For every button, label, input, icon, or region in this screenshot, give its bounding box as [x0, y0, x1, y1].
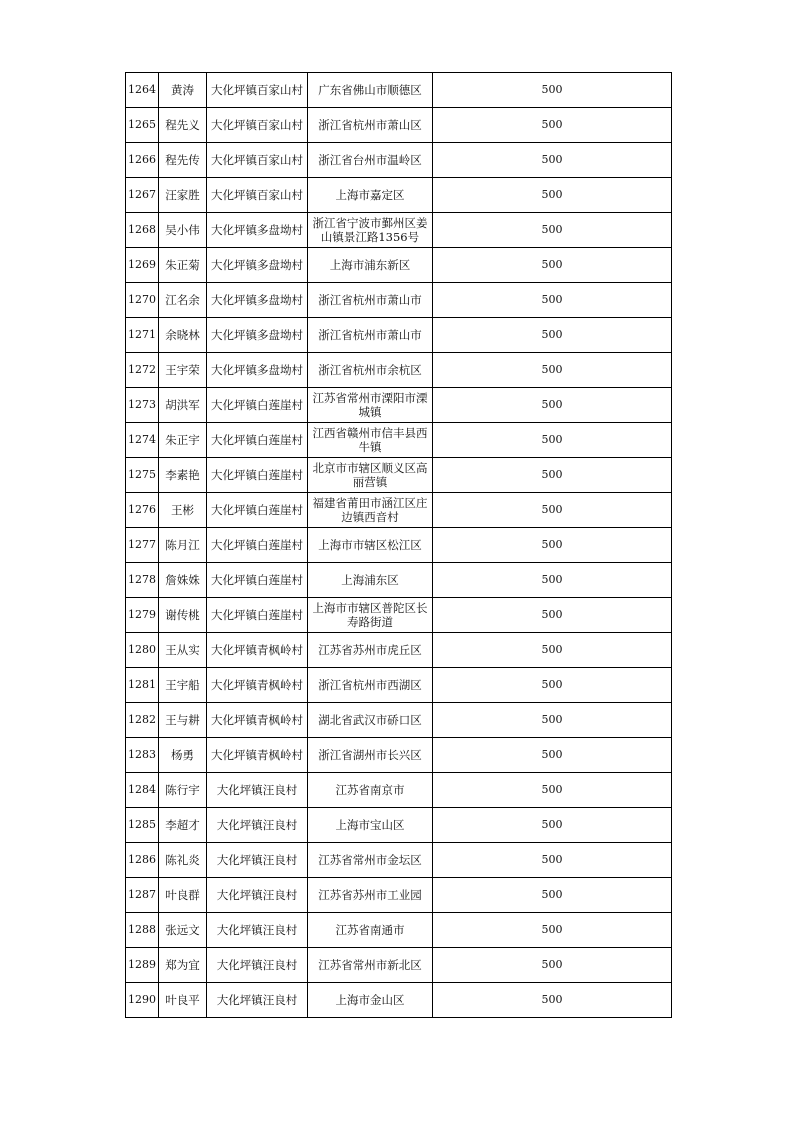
village-cell: 大化坪镇汪良村: [207, 983, 308, 1018]
address-cell: 上海市市辖区普陀区长寿路街道: [308, 598, 433, 633]
row-number-cell: 1267: [126, 178, 159, 213]
name-cell: 黄涛: [159, 73, 207, 108]
name-cell: 王彬: [159, 493, 207, 528]
table-row: [126, 843, 672, 878]
amount-cell: 500: [433, 108, 672, 143]
name-cell: 朱正宇: [159, 423, 207, 458]
amount-cell: 500: [433, 388, 672, 423]
amount-cell: 500: [433, 633, 672, 668]
village-cell: 大化坪镇青枫岭村: [207, 633, 308, 668]
amount-cell: 500: [433, 563, 672, 598]
table-row: [126, 493, 672, 528]
amount-cell: 500: [433, 248, 672, 283]
row-number-cell: 1265: [126, 108, 159, 143]
name-cell: 程先义: [159, 108, 207, 143]
table-row: [126, 913, 672, 948]
table-row: [126, 878, 672, 913]
address-cell: 浙江省杭州市余杭区: [308, 353, 433, 388]
address-cell: 上海浦东区: [308, 563, 433, 598]
table-row: [126, 248, 672, 283]
row-number-cell: 1273: [126, 388, 159, 423]
row-number-cell: 1284: [126, 773, 159, 808]
address-cell: 江苏省常州市新北区: [308, 948, 433, 983]
address-cell: 浙江省湖州市长兴区: [308, 738, 433, 773]
village-cell: 大化坪镇青枫岭村: [207, 703, 308, 738]
row-number-cell: 1288: [126, 913, 159, 948]
row-number-cell: 1290: [126, 983, 159, 1018]
amount-cell: 500: [433, 738, 672, 773]
table-row: [126, 598, 672, 633]
village-cell: 大化坪镇多盘坳村: [207, 213, 308, 248]
address-cell: 浙江省杭州市萧山市: [308, 318, 433, 353]
name-cell: 朱正菊: [159, 248, 207, 283]
table-row: [126, 703, 672, 738]
table-row: [126, 143, 672, 178]
address-cell: 广东省佛山市顺德区: [308, 73, 433, 108]
amount-cell: 500: [433, 423, 672, 458]
name-cell: 王宇船: [159, 668, 207, 703]
amount-cell: 500: [433, 843, 672, 878]
amount-cell: 500: [433, 668, 672, 703]
table-row: [126, 423, 672, 458]
address-cell: 上海市浦东新区: [308, 248, 433, 283]
roster-table-body: [126, 73, 672, 1018]
name-cell: 余晓林: [159, 318, 207, 353]
table-row: [126, 353, 672, 388]
row-number-cell: 1264: [126, 73, 159, 108]
address-cell: 江苏省苏州市工业园: [308, 878, 433, 913]
row-number-cell: 1271: [126, 318, 159, 353]
address-cell: 湖北省武汉市硚口区: [308, 703, 433, 738]
row-number-cell: 1282: [126, 703, 159, 738]
table-row: [126, 213, 672, 248]
address-cell: 江西省赣州市信丰县西牛镇: [308, 423, 433, 458]
name-cell: 汪家胜: [159, 178, 207, 213]
row-number-cell: 1279: [126, 598, 159, 633]
village-cell: 大化坪镇汪良村: [207, 948, 308, 983]
address-cell: 浙江省宁波市鄞州区姜山镇景江路1356号: [308, 213, 433, 248]
row-number-cell: 1268: [126, 213, 159, 248]
village-cell: 大化坪镇汪良村: [207, 913, 308, 948]
amount-cell: 500: [433, 598, 672, 633]
table-row: [126, 108, 672, 143]
amount-cell: 500: [433, 143, 672, 178]
name-cell: 张远文: [159, 913, 207, 948]
address-cell: 江苏省南京市: [308, 773, 433, 808]
table-row: [126, 738, 672, 773]
amount-cell: 500: [433, 703, 672, 738]
village-cell: 大化坪镇白莲崖村: [207, 598, 308, 633]
name-cell: 王与耕: [159, 703, 207, 738]
row-number-cell: 1287: [126, 878, 159, 913]
row-number-cell: 1286: [126, 843, 159, 878]
table-row: [126, 983, 672, 1018]
table-row: [126, 388, 672, 423]
table-row: [126, 283, 672, 318]
row-number-cell: 1274: [126, 423, 159, 458]
address-cell: 浙江省杭州市萧山市: [308, 283, 433, 318]
address-cell: 江苏省常州市金坛区: [308, 843, 433, 878]
table-row: [126, 668, 672, 703]
name-cell: 王宇荣: [159, 353, 207, 388]
table-row: [126, 178, 672, 213]
village-cell: 大化坪镇白莲崖村: [207, 388, 308, 423]
row-number-cell: 1272: [126, 353, 159, 388]
amount-cell: 500: [433, 773, 672, 808]
village-cell: 大化坪镇汪良村: [207, 878, 308, 913]
row-number-cell: 1275: [126, 458, 159, 493]
address-cell: 江苏省南通市: [308, 913, 433, 948]
village-cell: 大化坪镇百家山村: [207, 178, 308, 213]
village-cell: 大化坪镇多盘坳村: [207, 353, 308, 388]
table-row: [126, 633, 672, 668]
amount-cell: 500: [433, 528, 672, 563]
amount-cell: 500: [433, 353, 672, 388]
row-number-cell: 1280: [126, 633, 159, 668]
name-cell: 谢传桃: [159, 598, 207, 633]
address-cell: 北京市市辖区顺义区高丽营镇: [308, 458, 433, 493]
village-cell: 大化坪镇百家山村: [207, 108, 308, 143]
row-number-cell: 1276: [126, 493, 159, 528]
name-cell: 杨勇: [159, 738, 207, 773]
name-cell: 胡洪军: [159, 388, 207, 423]
address-cell: 江苏省苏州市虎丘区: [308, 633, 433, 668]
address-cell: 浙江省杭州市西湖区: [308, 668, 433, 703]
row-number-cell: 1270: [126, 283, 159, 318]
name-cell: 陈行宇: [159, 773, 207, 808]
table-row: [126, 73, 672, 108]
table-row: [126, 318, 672, 353]
roster-table: [125, 72, 672, 1018]
amount-cell: 500: [433, 213, 672, 248]
name-cell: 叶良平: [159, 983, 207, 1018]
amount-cell: 500: [433, 913, 672, 948]
address-cell: 上海市宝山区: [308, 808, 433, 843]
name-cell: 李超才: [159, 808, 207, 843]
row-number-cell: 1285: [126, 808, 159, 843]
village-cell: 大化坪镇汪良村: [207, 843, 308, 878]
village-cell: 大化坪镇汪良村: [207, 773, 308, 808]
village-cell: 大化坪镇汪良村: [207, 808, 308, 843]
address-cell: 上海市嘉定区: [308, 178, 433, 213]
amount-cell: 500: [433, 318, 672, 353]
row-number-cell: 1281: [126, 668, 159, 703]
amount-cell: 500: [433, 808, 672, 843]
village-cell: 大化坪镇百家山村: [207, 143, 308, 178]
amount-cell: 500: [433, 983, 672, 1018]
village-cell: 大化坪镇青枫岭村: [207, 738, 308, 773]
amount-cell: 500: [433, 948, 672, 983]
amount-cell: 500: [433, 458, 672, 493]
address-cell: 江苏省常州市溧阳市溧城镇: [308, 388, 433, 423]
village-cell: 大化坪镇多盘坳村: [207, 318, 308, 353]
name-cell: 李素艳: [159, 458, 207, 493]
table-row: [126, 563, 672, 598]
address-cell: 浙江省杭州市萧山区: [308, 108, 433, 143]
row-number-cell: 1266: [126, 143, 159, 178]
name-cell: 詹姝姝: [159, 563, 207, 598]
name-cell: 江名余: [159, 283, 207, 318]
row-number-cell: 1289: [126, 948, 159, 983]
address-cell: 上海市市辖区松江区: [308, 528, 433, 563]
name-cell: 王从实: [159, 633, 207, 668]
village-cell: 大化坪镇青枫岭村: [207, 668, 308, 703]
row-number-cell: 1278: [126, 563, 159, 598]
name-cell: 叶良群: [159, 878, 207, 913]
village-cell: 大化坪镇百家山村: [207, 73, 308, 108]
row-number-cell: 1269: [126, 248, 159, 283]
village-cell: 大化坪镇白莲崖村: [207, 423, 308, 458]
village-cell: 大化坪镇多盘坳村: [207, 248, 308, 283]
row-number-cell: 1277: [126, 528, 159, 563]
address-cell: 上海市金山区: [308, 983, 433, 1018]
name-cell: 陈月江: [159, 528, 207, 563]
name-cell: 程先传: [159, 143, 207, 178]
amount-cell: 500: [433, 283, 672, 318]
table-row: [126, 808, 672, 843]
village-cell: 大化坪镇多盘坳村: [207, 283, 308, 318]
address-cell: 浙江省台州市温岭区: [308, 143, 433, 178]
name-cell: 陈礼炎: [159, 843, 207, 878]
amount-cell: 500: [433, 178, 672, 213]
address-cell: 福建省莆田市涵江区庄边镇西音村: [308, 493, 433, 528]
village-cell: 大化坪镇白莲崖村: [207, 563, 308, 598]
table-row: [126, 948, 672, 983]
name-cell: 郑为宜: [159, 948, 207, 983]
table-row: [126, 528, 672, 563]
amount-cell: 500: [433, 878, 672, 913]
village-cell: 大化坪镇白莲崖村: [207, 458, 308, 493]
amount-cell: 500: [433, 493, 672, 528]
village-cell: 大化坪镇白莲崖村: [207, 528, 308, 563]
village-cell: 大化坪镇白莲崖村: [207, 493, 308, 528]
amount-cell: 500: [433, 73, 672, 108]
table-row: [126, 773, 672, 808]
table-row: [126, 458, 672, 493]
name-cell: 吴小伟: [159, 213, 207, 248]
row-number-cell: 1283: [126, 738, 159, 773]
